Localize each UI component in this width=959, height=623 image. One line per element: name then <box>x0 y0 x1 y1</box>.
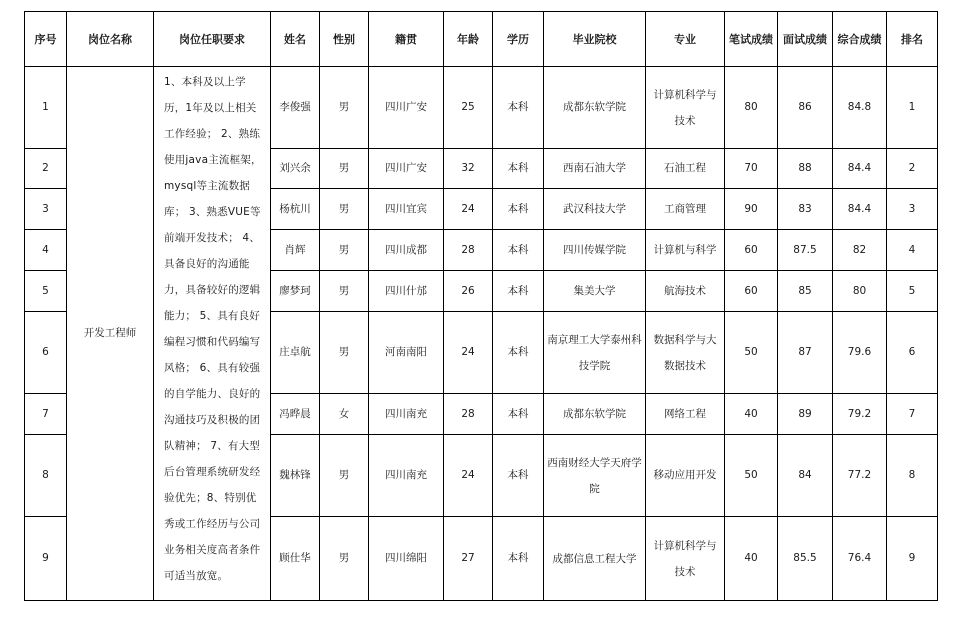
cell-rank: 3 <box>887 189 938 230</box>
cell-rank: 8 <box>887 435 938 517</box>
cell-major: 计算机与科学 <box>646 230 725 271</box>
cell-major: 工商管理 <box>646 189 725 230</box>
cell-school: 西南石油大学 <box>544 149 646 189</box>
cell-total-score: 84.4 <box>833 189 887 230</box>
cell-major: 计算机科学与技术 <box>646 67 725 149</box>
cell-origin: 四川成都 <box>369 230 444 271</box>
cell-seq: 7 <box>25 394 67 435</box>
cell-gender: 女 <box>320 394 369 435</box>
cell-education: 本科 <box>493 517 544 601</box>
cell-written-score: 90 <box>725 189 778 230</box>
cell-name: 冯晔晨 <box>271 394 320 435</box>
cell-major: 计算机科学与技术 <box>646 517 725 601</box>
header-origin: 籍贯 <box>369 12 444 67</box>
cell-age: 24 <box>444 435 493 517</box>
cell-interview-score: 86 <box>778 67 833 149</box>
cell-total-score: 80 <box>833 271 887 312</box>
header-age: 年龄 <box>444 12 493 67</box>
header-interview-score: 面试成绩 <box>778 12 833 67</box>
cell-school: 西南财经大学天府学院 <box>544 435 646 517</box>
cell-seq: 9 <box>25 517 67 601</box>
cell-rank: 1 <box>887 67 938 149</box>
cell-seq: 6 <box>25 312 67 394</box>
cell-origin: 四川南充 <box>369 394 444 435</box>
cell-rank: 2 <box>887 149 938 189</box>
cell-name: 庄卓航 <box>271 312 320 394</box>
cell-rank: 6 <box>887 312 938 394</box>
cell-name: 魏林锋 <box>271 435 320 517</box>
cell-written-score: 50 <box>725 312 778 394</box>
cell-education: 本科 <box>493 189 544 230</box>
cell-written-score: 40 <box>725 394 778 435</box>
cell-origin: 四川广安 <box>369 149 444 189</box>
cell-interview-score: 87.5 <box>778 230 833 271</box>
cell-gender: 男 <box>320 230 369 271</box>
cell-age: 32 <box>444 149 493 189</box>
cell-school: 成都东软学院 <box>544 394 646 435</box>
cell-origin: 四川绵阳 <box>369 517 444 601</box>
cell-age: 24 <box>444 312 493 394</box>
cell-education: 本科 <box>493 230 544 271</box>
cell-education: 本科 <box>493 394 544 435</box>
header-position: 岗位名称 <box>67 12 154 67</box>
cell-total-score: 76.4 <box>833 517 887 601</box>
cell-origin: 四川南充 <box>369 435 444 517</box>
cell-origin: 河南南阳 <box>369 312 444 394</box>
cell-name: 杨杭川 <box>271 189 320 230</box>
cell-age: 27 <box>444 517 493 601</box>
cell-education: 本科 <box>493 312 544 394</box>
cell-seq: 5 <box>25 271 67 312</box>
cell-interview-score: 85 <box>778 271 833 312</box>
header-name: 姓名 <box>271 12 320 67</box>
cell-written-score: 80 <box>725 67 778 149</box>
cell-gender: 男 <box>320 67 369 149</box>
header-total-score: 综合成绩 <box>833 12 887 67</box>
cell-interview-score: 89 <box>778 394 833 435</box>
header-row <box>25 12 938 67</box>
cell-origin: 四川广安 <box>369 67 444 149</box>
cell-interview-score: 87 <box>778 312 833 394</box>
cell-total-score: 84.4 <box>833 149 887 189</box>
cell-interview-score: 85.5 <box>778 517 833 601</box>
cell-total-score: 79.6 <box>833 312 887 394</box>
cell-name: 李俊强 <box>271 67 320 149</box>
cell-name: 肖辉 <box>271 230 320 271</box>
header-major: 专业 <box>646 12 725 67</box>
cell-age: 28 <box>444 394 493 435</box>
cell-education: 本科 <box>493 67 544 149</box>
cell-interview-score: 83 <box>778 189 833 230</box>
cell-age: 24 <box>444 189 493 230</box>
cell-gender: 男 <box>320 271 369 312</box>
cell-rank: 4 <box>887 230 938 271</box>
cell-name: 顾仕华 <box>271 517 320 601</box>
cell-school: 南京理工大学泰州科技学院 <box>544 312 646 394</box>
cell-seq: 8 <box>25 435 67 517</box>
cell-origin: 四川什邡 <box>369 271 444 312</box>
cell-name: 刘兴余 <box>271 149 320 189</box>
cell-gender: 男 <box>320 189 369 230</box>
header-school: 毕业院校 <box>544 12 646 67</box>
cell-education: 本科 <box>493 435 544 517</box>
table-row <box>25 67 938 149</box>
cell-interview-score: 84 <box>778 435 833 517</box>
header-gender: 性别 <box>320 12 369 67</box>
cell-seq: 1 <box>25 67 67 149</box>
cell-gender: 男 <box>320 149 369 189</box>
cell-written-score: 60 <box>725 230 778 271</box>
cell-school: 集美大学 <box>544 271 646 312</box>
cell-school: 成都东软学院 <box>544 67 646 149</box>
header-written-score: 笔试成绩 <box>725 12 778 67</box>
header-requirements: 岗位任职要求 <box>154 12 271 67</box>
cell-total-score: 77.2 <box>833 435 887 517</box>
cell-name: 廖梦珂 <box>271 271 320 312</box>
header-seq: 序号 <box>25 12 67 67</box>
cell-major: 移动应用开发 <box>646 435 725 517</box>
header-education: 学历 <box>493 12 544 67</box>
cell-gender: 男 <box>320 435 369 517</box>
cell-education: 本科 <box>493 149 544 189</box>
cell-school: 成都信息工程大学 <box>544 517 646 601</box>
cell-seq: 3 <box>25 189 67 230</box>
cell-interview-score: 88 <box>778 149 833 189</box>
cell-written-score: 70 <box>725 149 778 189</box>
cell-rank: 7 <box>887 394 938 435</box>
cell-total-score: 79.2 <box>833 394 887 435</box>
cell-school: 武汉科技大学 <box>544 189 646 230</box>
cell-total-score: 82 <box>833 230 887 271</box>
cell-school: 四川传媒学院 <box>544 230 646 271</box>
cell-age: 25 <box>444 67 493 149</box>
cell-age: 26 <box>444 271 493 312</box>
cell-seq: 2 <box>25 149 67 189</box>
cell-education: 本科 <box>493 271 544 312</box>
results-table <box>24 11 938 601</box>
cell-position: 开发工程师 <box>67 67 154 601</box>
cell-written-score: 60 <box>725 271 778 312</box>
cell-rank: 5 <box>887 271 938 312</box>
cell-requirements: 1、本科及以上学历，1年及以上相关工作经验； 2、熟练使用java主流框架，mysql等主流数据库； 3、熟悉VUE等前端开发技术； 4、具备良好的沟通能力，具备较好的逻辑能力； 5、具有良好编程习惯和代码编写风格； 6、具有较强的自学能力、良好的沟通技巧及积极的团队精神； 7、有大型后台管理系统研发经验优先；8、特别优秀或工作经历与公司业务相关度高者条件可适当放宽。 <box>154 67 271 601</box>
cell-seq: 4 <box>25 230 67 271</box>
cell-major: 数据科学与大数据技术 <box>646 312 725 394</box>
cell-gender: 男 <box>320 312 369 394</box>
cell-major: 网络工程 <box>646 394 725 435</box>
cell-written-score: 50 <box>725 435 778 517</box>
cell-age: 28 <box>444 230 493 271</box>
cell-gender: 男 <box>320 517 369 601</box>
cell-rank: 9 <box>887 517 938 601</box>
cell-origin: 四川宜宾 <box>369 189 444 230</box>
cell-written-score: 40 <box>725 517 778 601</box>
cell-major: 航海技术 <box>646 271 725 312</box>
cell-total-score: 84.8 <box>833 67 887 149</box>
cell-major: 石油工程 <box>646 149 725 189</box>
header-rank: 排名 <box>887 12 938 67</box>
